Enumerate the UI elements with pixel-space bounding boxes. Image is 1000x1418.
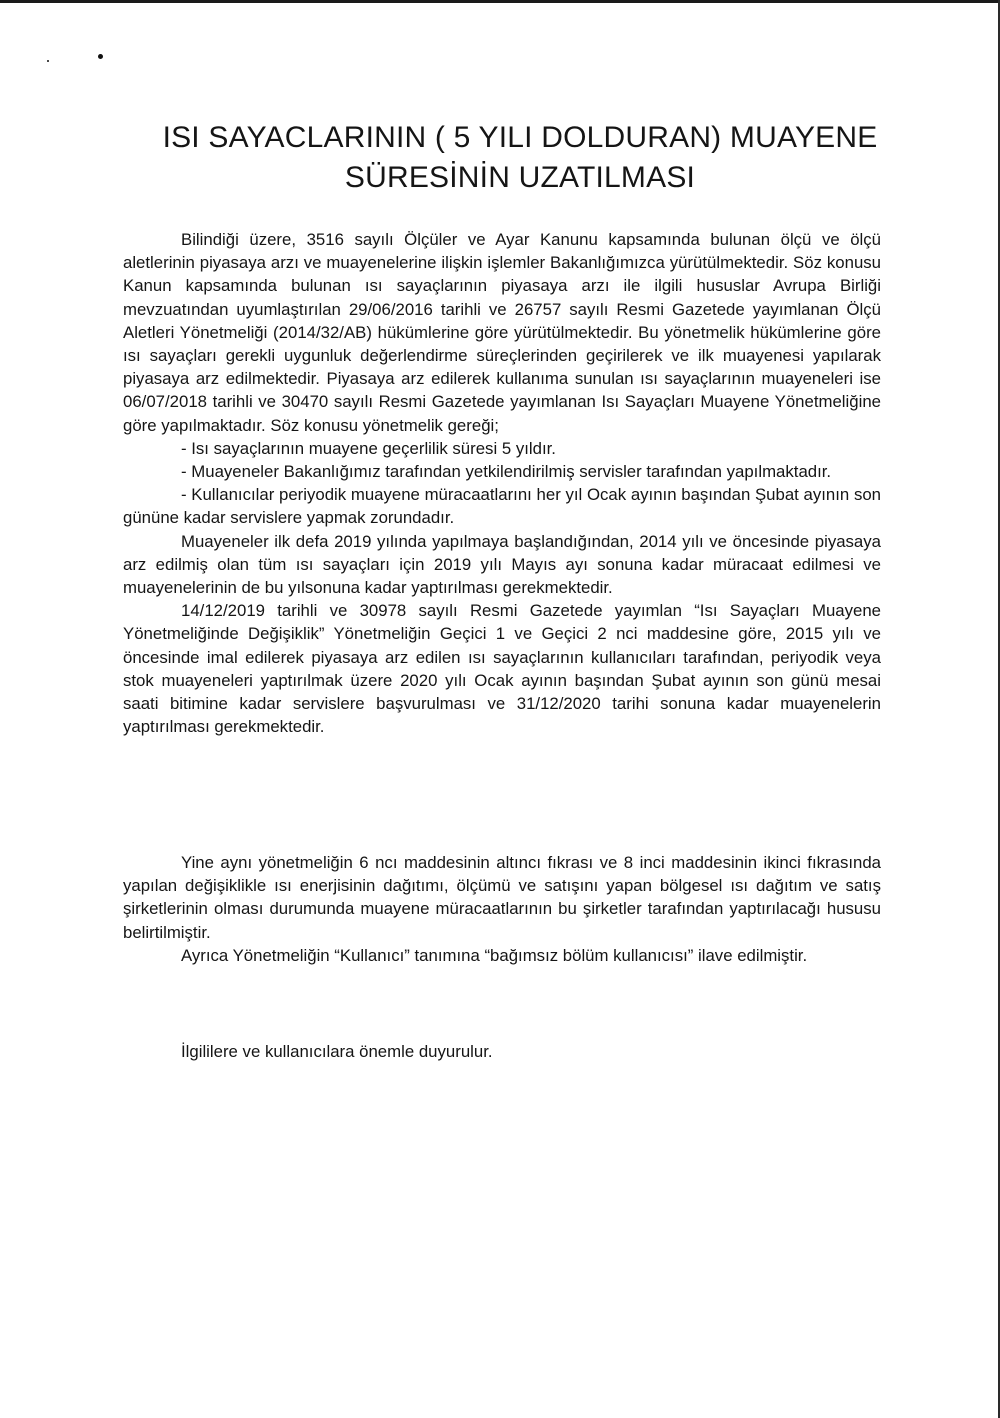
- paragraph-intro: Bilindiği üzere, 3516 sayılı Ölçüler ve Ayar Kanunu kapsamında bulunan ölçü ve ölçü aletlerinin piyasaya arzı ve muayenelerine ilişkin işlemler Bakanlığımızca yürütülmektedir. Söz konusu Kanun kapsamında bulunan ısı sayaçlarının piyasaya arzı ile ilgili hususlar Avrupa Birliği mevzuatından uyumlaştırılan 29/06/2016 tarihli ve 26757 sayılı Resmi Gazetede yayımlanan Ölçü Aletleri Yönetmeliği (2014/32/AB) hükümlerine göre yürütülmektedir. Bu yönetmelik hükümlerine göre ısı sayaçları gerekli uygunluk değerlendirme süreçlerinden geçirilerek ve ilk muayenesi yapılarak piyasaya arz edilmektedir. Piyasaya arz edilerek kullanıma sunulan ısı sayaçlarının muayeneleri ise 06/07/2018 tarihli ve 30470 sayılı Resmi Gazetede yayımlanan Isı Sayaçları Muayene Yönetmeliğine göre yapılmaktadır. Söz konusu yönetmelik gereği;: [123, 230, 881, 435]
- document-body: [123, 228, 881, 738]
- document-body-second: [123, 851, 881, 967]
- title-line-1: ISI SAYACLARININ ( 5 YILI DOLDURAN) MUAYENE: [162, 121, 878, 154]
- bullet-application-period: - Kullanıcılar periyodik muayene müracaatlarını her yıl Ocak ayının başından Şubat ayının son gününe kadar servislere yapmak zorundadır.: [123, 485, 881, 528]
- document-title: [100, 118, 940, 198]
- title-line-2: SÜRESİNİN UZATILMASI: [344, 161, 696, 194]
- scan-speck: [98, 54, 103, 59]
- paragraph-first-inspections: Muayeneler ilk defa 2019 yılında yapılmaya başlandığından, 2014 yılı ve öncesinde piyasaya arz edilmiş olan tüm ısı sayaçları için 2019 yılı Mayıs ayı sonuna kadar müracaat edilmesi ve muayenelerinin de bu yılsonuna kadar yaptırılması gerekmektedir.: [123, 531, 881, 598]
- scan-speck: [47, 60, 49, 62]
- paragraph-user-definition: Ayrıca Yönetmeliğin “Kullanıcı” tanımına “bağımsız bölüm kullanıcısı” ilave edilmiştir.: [181, 945, 808, 965]
- scan-border-top: [0, 0, 1000, 3]
- paragraph-regulation-amendment: 14/12/2019 tarihli ve 30978 sayılı Resmi Gazetede yayımlan “Isı Sayaçları Muayene Yönetmeliğinde Değişiklik” Yönetmeliğin Geçici 1 ve Geçici 2 nci maddesine göre, 2015 yılı ve öncesinde imal edilerek piyasaya arz edilen ısı sayaçlarının kullanıcıları tarafından, periyodik veya stok muayeneleri yaptırılmak üzere 2020 yılı Ocak ayının başından Şubat ayının son günü mesai saati bitimine kadar servislere başvurulması ve 31/12/2020 tarihi sonuna kadar muayenelerin yaptırılması gerekmektedir.: [123, 601, 881, 737]
- closing-announcement: İlgililere ve kullanıcılara önemle duyurulur.: [181, 1042, 493, 1061]
- bullet-validity-period: - Isı sayaçlarının muayene geçerlilik süresi 5 yıldır.: [181, 438, 556, 458]
- bullet-authorized-services: - Muayeneler Bakanlığımız tarafından yetkilendirilmiş servisler tarafından yapılmaktadır.: [181, 462, 832, 482]
- paragraph-district-heating: Yine aynı yönetmeliğin 6 ncı maddesinin altıncı fıkrası ve 8 inci maddesinin ikinci fıkrasında yapılan değişiklikle ısı enerjisinin dağıtımı, ölçümü ve satışını yapan bölgesel ısı dağıtım ve satış şirketlerinin olması durumunda muayene müracaatlarının bu şirketler tarafından yaptırılacağı hususu belirtilmiştir.: [123, 853, 881, 942]
